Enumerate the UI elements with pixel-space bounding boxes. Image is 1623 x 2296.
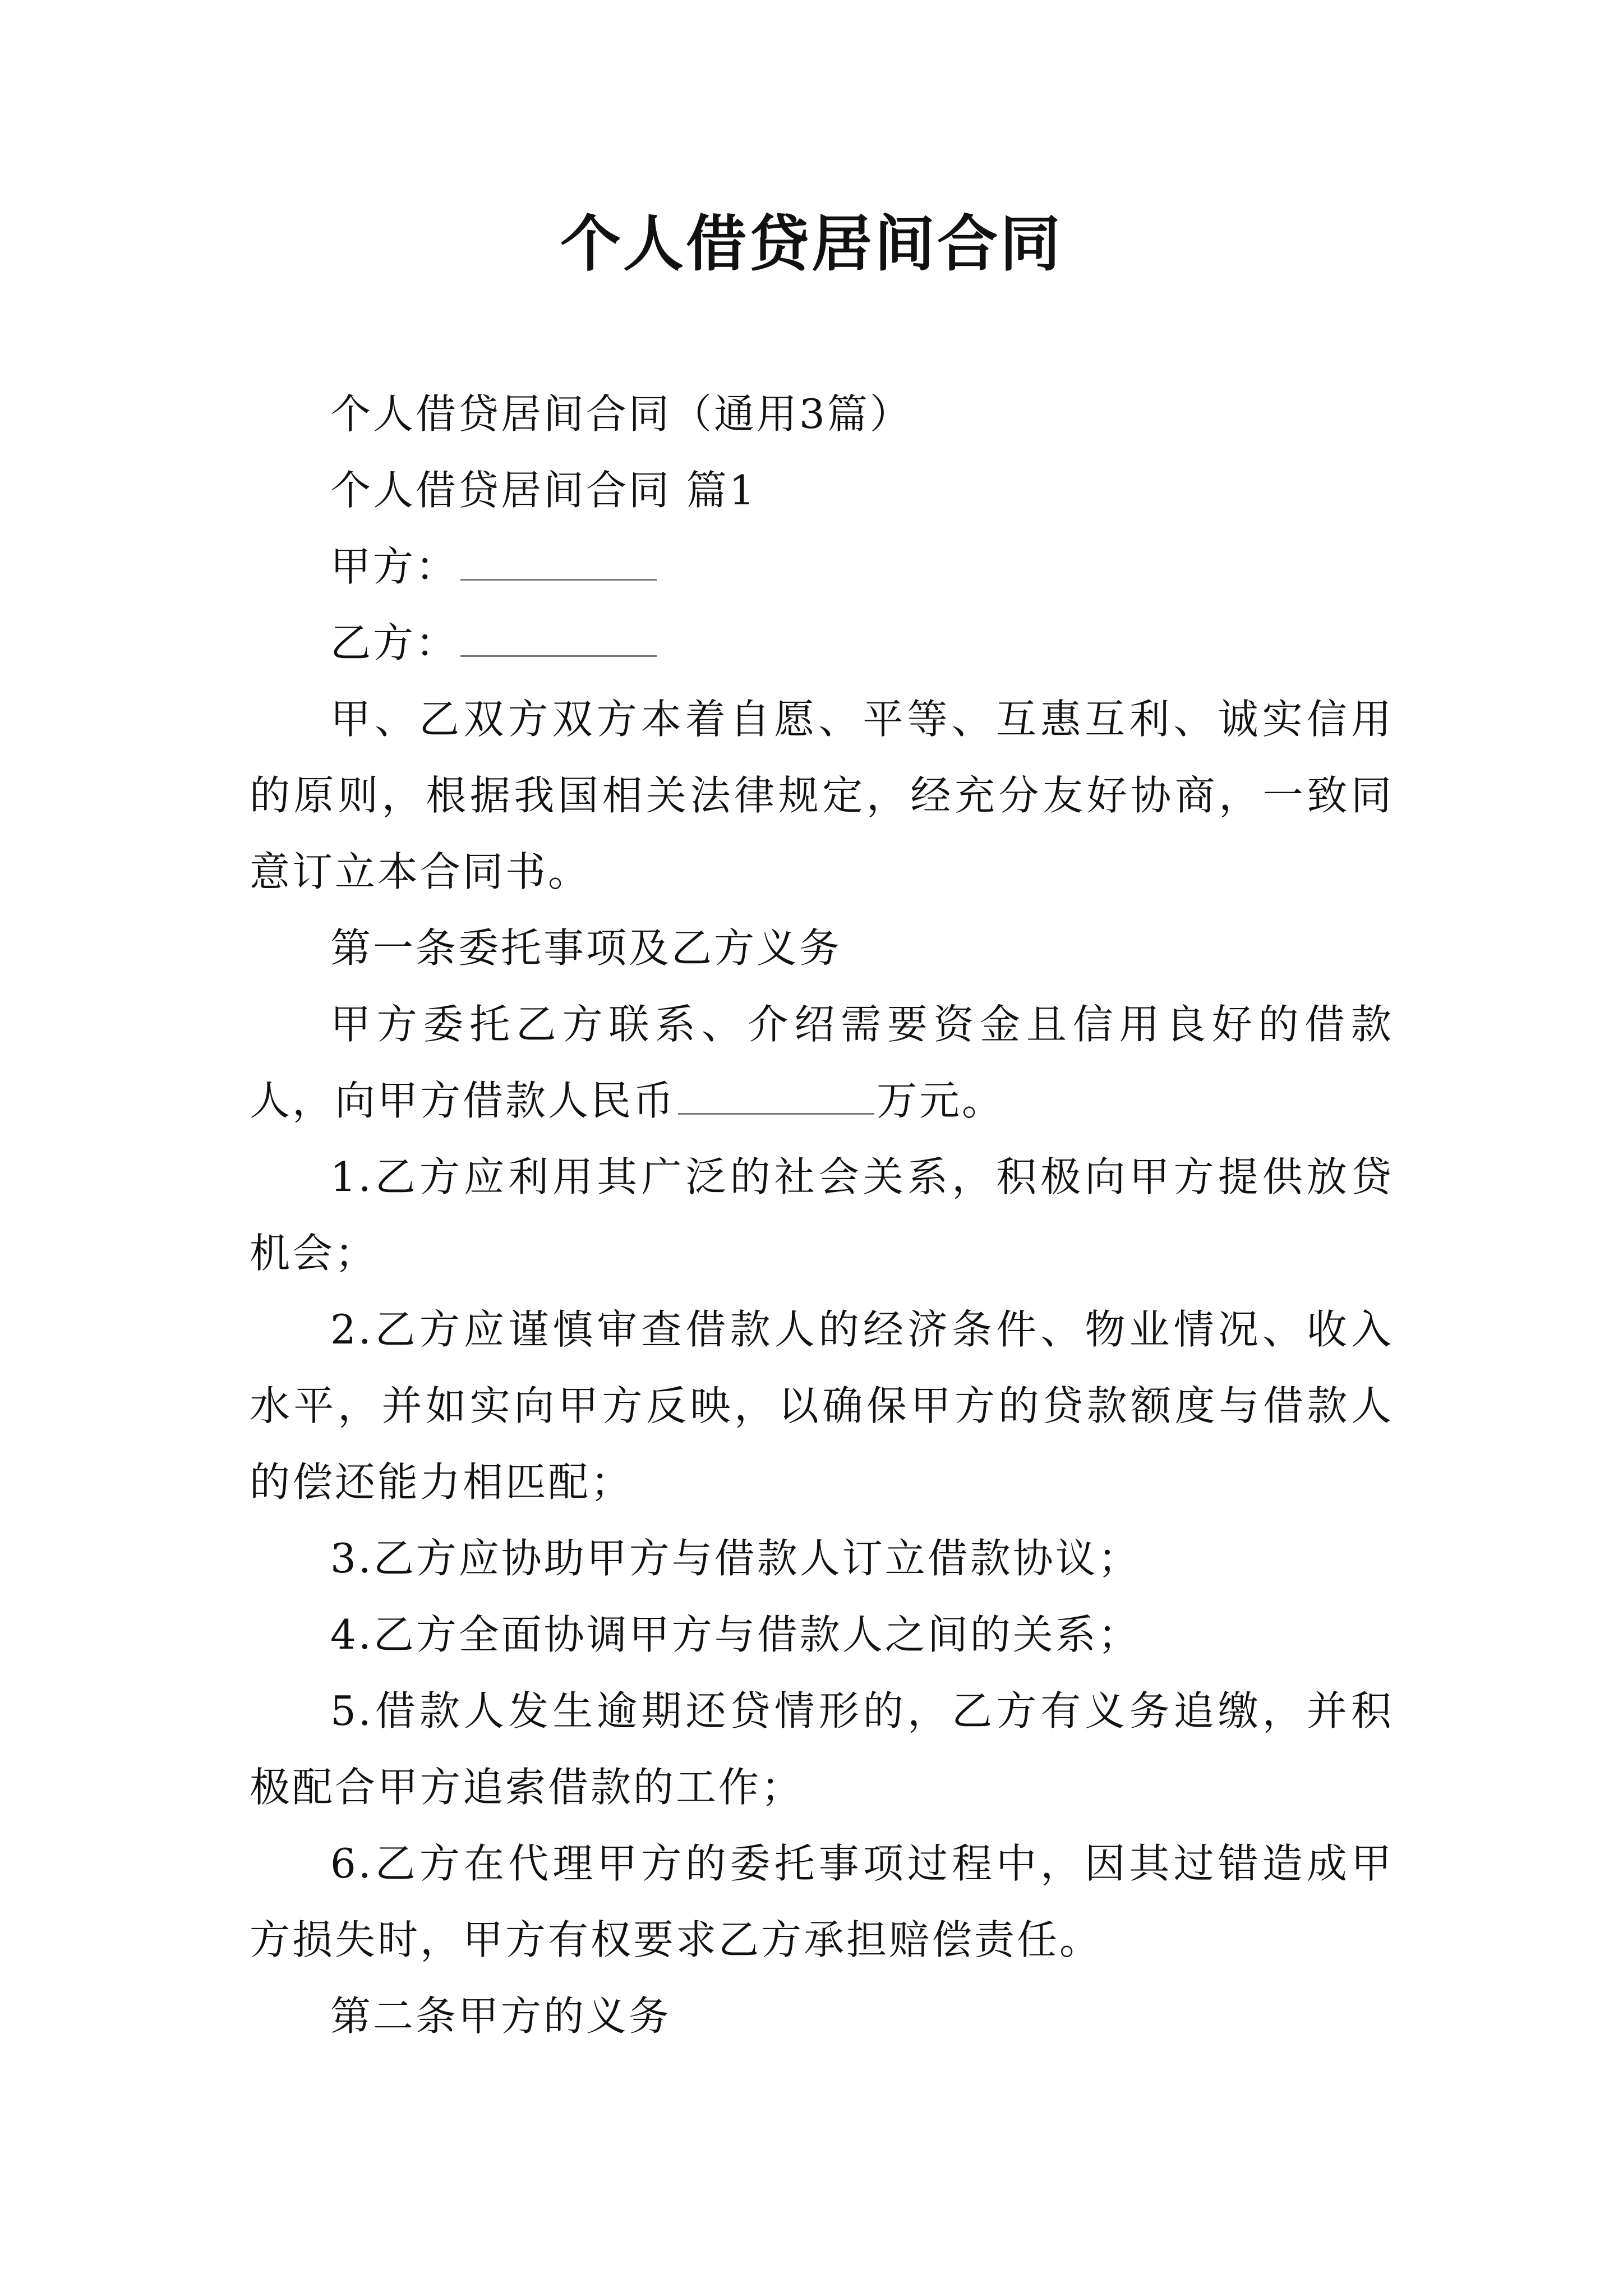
- party-a-blank: [460, 541, 657, 581]
- paragraph-party-b: 乙方：: [250, 605, 1394, 681]
- paragraph-item-1: 1.乙方应利用其广泛的社会关系，积极向甲方提供放贷机会；: [250, 1153, 1394, 1277]
- paragraph-item-3: 3.乙方应协助甲方与借款人订立借款协议；: [330, 1535, 1141, 1582]
- paragraph-item-2: 2.乙方应谨慎审查借款人的经济条件、物业情况、收入水平，并如实向甲方反映，以确保甲方的贷款额度与借款人的偿还能力相匹配；: [250, 1306, 1394, 1506]
- paragraph-item-5: 5.借款人发生逾期还贷情形的，乙方有义务追缴，并积极配合甲方追索借款的工作；: [250, 1687, 1394, 1811]
- paragraph-subtitle: 个人借贷居间合同（通用3篇）: [330, 390, 912, 438]
- paragraph-commission: 甲方委托乙方联系、介绍需要资金且信用良好的借款人，向甲方借款人民币 万元。: [250, 1001, 1394, 1124]
- paragraph-party-a: 甲方：: [250, 528, 1394, 605]
- paragraph-section-heading: 个人借贷居间合同 篇1: [330, 467, 757, 514]
- document-title: 个人借贷居间合同: [560, 209, 1063, 279]
- paragraph-article-2-heading: 第二条甲方的义务: [330, 1993, 672, 2040]
- paragraph-article-1-heading: 第一条委托事项及乙方义务: [330, 924, 842, 972]
- paragraph-preamble: 甲、乙双方双方本着自愿、平等、互惠互利、诚实信用的原则，根据我国相关法律规定，经充分友好协商，一致同意订立本合同书。: [250, 696, 1394, 895]
- document-body: [250, 376, 1394, 2054]
- paragraph-item-6: 6.乙方在代理甲方的委托事项过程中，因其过错造成甲方损失时，甲方有权要求乙方承担赔偿责任。: [250, 1840, 1394, 1963]
- party-b-blank: [460, 617, 657, 657]
- loan-amount-blank: [678, 1075, 874, 1115]
- paragraph-item-4: 4.乙方全面协调甲方与借款人之间的关系；: [330, 1611, 1141, 1658]
